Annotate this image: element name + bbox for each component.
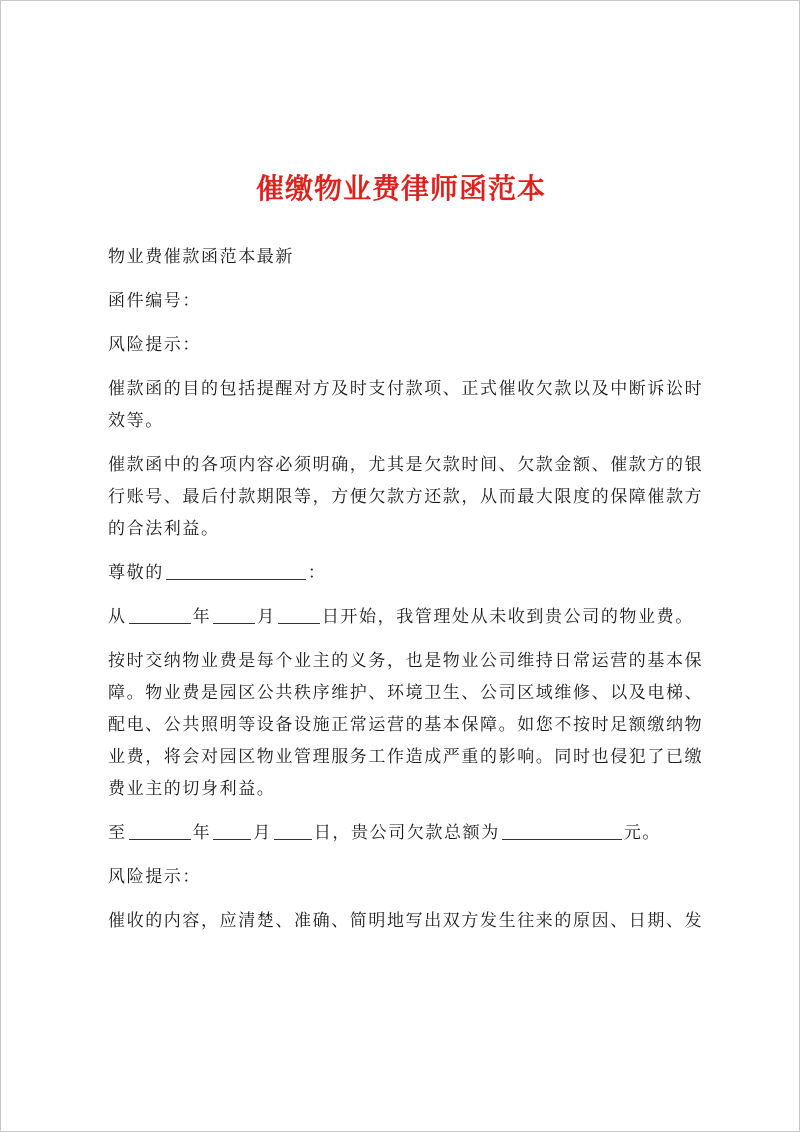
year-label: 年 — [192, 823, 212, 843]
notice-line — [108, 601, 708, 633]
subtitle: 物业费催款函范本最新 — [108, 247, 294, 267]
notice-prefix: 从 — [108, 607, 127, 627]
year-blank — [129, 819, 191, 840]
month-label: 月 — [257, 607, 276, 627]
document-title: 催缴物业费律师函范本 — [255, 172, 546, 205]
duty-paragraph: 按时交纳物业费是每个业主的义务，也是物业公司维持日常运营的基本保障。物业费是园区公共秩序维护、环境卫生、公司区域维修、以及电梯、配电、公共照明等设备设施正常运营的基本保障。如您不按时足额缴纳物业费，将会对园区物业管理服务工作造成严重的影响。同时也侵犯了已缴费业主的切身利益。 — [108, 651, 704, 799]
salutation-suffix: ： — [307, 563, 327, 583]
month-blank — [213, 603, 255, 624]
salutation-prefix: 尊敬的 — [108, 563, 164, 583]
salutation-line — [108, 557, 708, 589]
amount-suffix: 元。 — [623, 823, 662, 843]
collection-paragraph: 催收的内容，应清楚、准确、简明地写出双方发生往来的原因、日期、发 — [108, 911, 704, 931]
amount-middle: 日，贵公司欠款总额为 — [313, 823, 500, 843]
document-body — [108, 241, 708, 949]
year-label: 年 — [192, 607, 212, 627]
amount-blank — [502, 819, 622, 840]
risk-notice-label: 风险提示： — [108, 867, 201, 887]
recipient-blank — [166, 559, 306, 580]
purpose-paragraph: 催款函的目的包括提醒对方及时支付款项、正式催收欠款以及中断诉讼时效等。 — [108, 379, 704, 431]
amount-prefix: 至 — [108, 823, 127, 843]
month-label: 月 — [253, 823, 272, 843]
year-blank — [129, 603, 191, 624]
risk-notice-label: 风险提示： — [108, 335, 201, 355]
amount-line — [108, 817, 708, 849]
notice-suffix: 日开始，我管理处从未收到贵公司的物业费。 — [321, 607, 694, 627]
day-blank — [274, 819, 312, 840]
month-blank — [213, 819, 251, 840]
file-number-label: 函件编号： — [108, 291, 201, 311]
day-blank — [278, 603, 320, 624]
content-requirement-paragraph: 催款函中的各项内容必须明确，尤其是欠款时间、欠款金额、催款方的银行账号、最后付款期限等，方便欠款方还款，从而最大限度的保障催款方的合法利益。 — [108, 455, 704, 539]
